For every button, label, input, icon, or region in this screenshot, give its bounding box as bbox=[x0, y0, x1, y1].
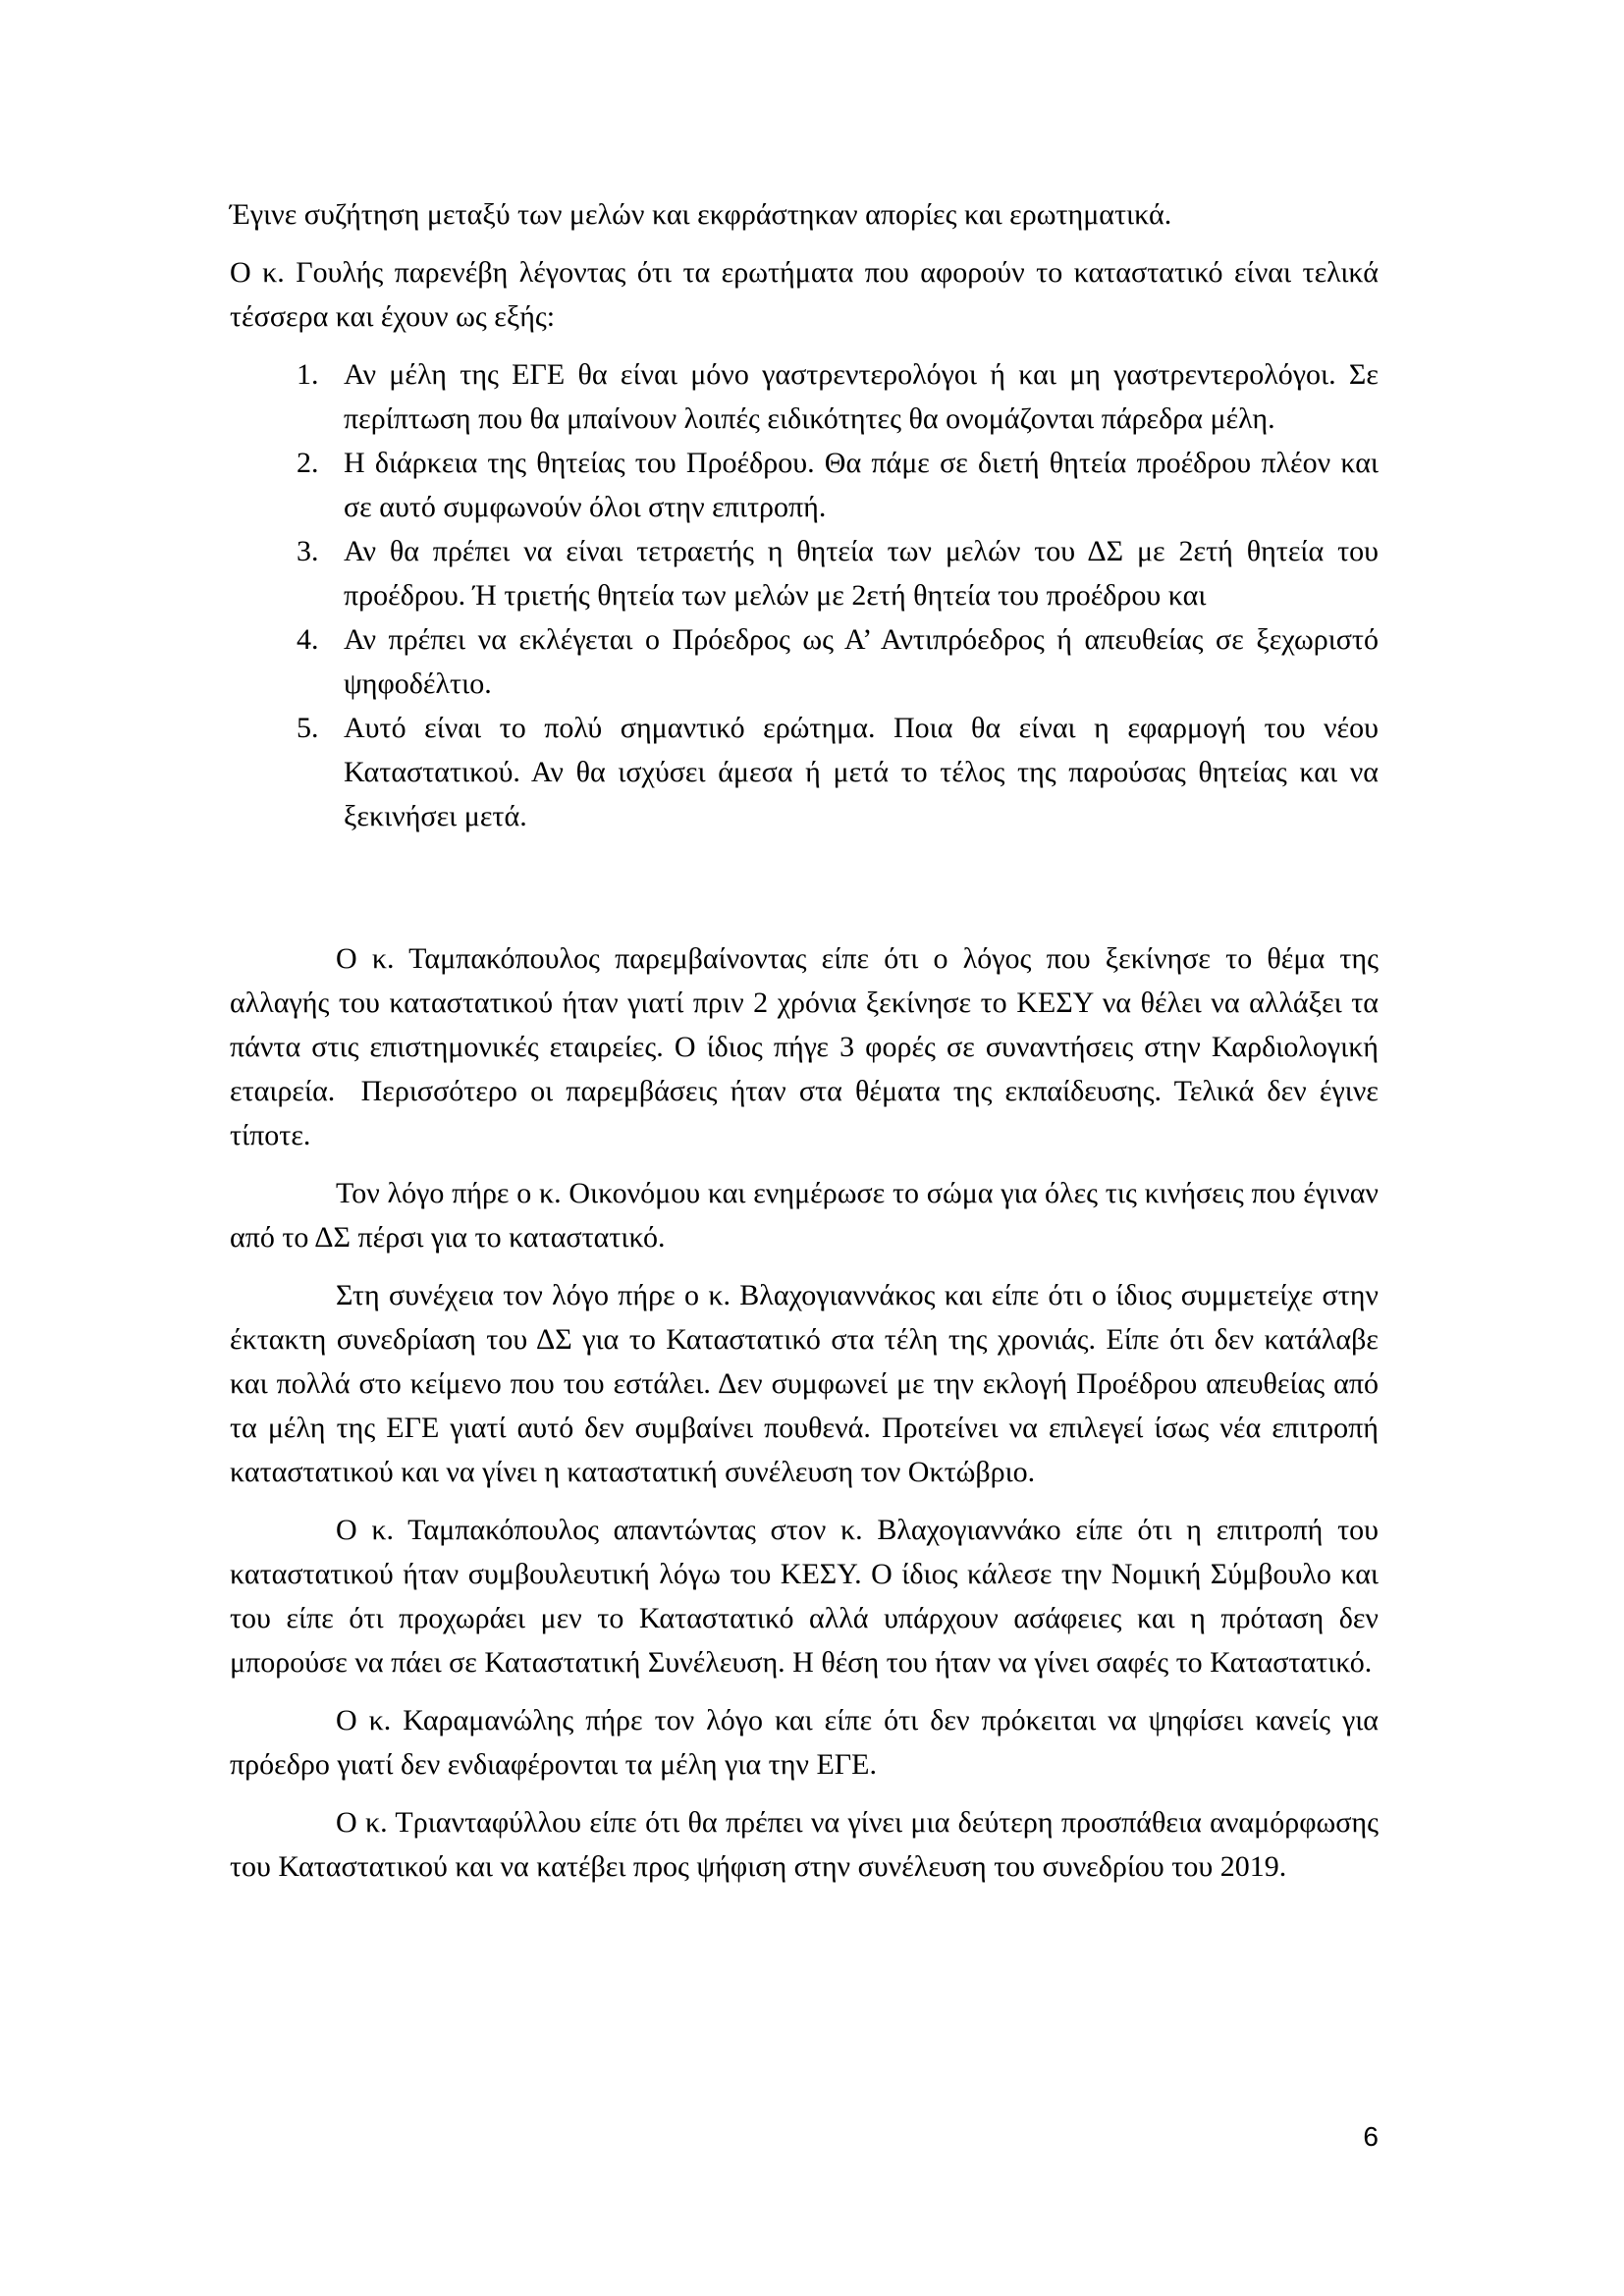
list-item bbox=[297, 441, 1379, 529]
list-item-number: 3. bbox=[297, 535, 319, 567]
list-item bbox=[297, 706, 1379, 838]
body-paragraph: Στη συνέχεια τον λόγο πήρε ο κ. Βλαχογιαννάκος και είπε ότι ο ίδιος συμμετείχε στην έκτακτη συνεδρίαση του ΔΣ για το Καταστατικό στα τέλη της χρονιάς. Είπε ότι δεν κατάλαβε και πολλά στο κείμενο που του εστάλει. Δεν συμφωνεί με την εκλογή Προέδρου απευθείας από τα μέλη της ΕΓΕ γιατί αυτό δεν συμβαίνει πουθενά. Προτείνει να επιλεγεί ίσως νέα επιτροπή καταστατικού και να γίνει η καταστατική συνέλευση τον Οκτώβριο. bbox=[230, 1279, 1379, 1488]
page-number: 6 bbox=[1363, 2121, 1379, 2152]
list-item-number: 1. bbox=[297, 358, 319, 391]
body-paragraph: Ο κ. Ταμπακόπουλος παρεμβαίνοντας είπε ότι ο λόγος που ξεκίνησε το θέμα της αλλαγής του καταστατικού ήταν γιατί πριν 2 χρόνια ξεκίνησε το ΚΕΣΥ να θέλει να αλλάξει τα πάντα στις επιστημονικές εταιρείες. Ο ίδιος πήγε 3 φορές σε συναντήσεις στην Καρδιολογική εταιρεία. Περισσότερο οι παρεμβάσεις ήταν στα θέματα της εκπαίδευσης. Τελικά δεν έγινε τίποτε. bbox=[230, 942, 1379, 1151]
numbered-list bbox=[230, 352, 1379, 838]
body-paragraph: Ο κ. Καραμανώλης πήρε τον λόγο και είπε ότι δεν πρόκειται να ψηφίσει κανείς για πρόεδρο γιατί δεν ενδιαφέρονται τα μέλη για την ΕΓΕ. bbox=[230, 1704, 1379, 1781]
list-item-text: Αν θα πρέπει να είναι τετραετής η θητεία των μελών του ΔΣ με 2ετή θητεία του προέδρου. Ή τριετής θητεία των μελών με 2ετή θητεία του προέδρου και bbox=[344, 535, 1379, 612]
body-paragraph: Ο κ. Τριανταφύλλου είπε ότι θα πρέπει να γίνει μια δεύτερη προσπάθεια αναμόρφωσης του Καταστατικού και να κατέβει προς ψήφιση στην συνέλευση του συνεδρίου του 2019. bbox=[230, 1806, 1379, 1883]
intro-paragraph: Ο κ. Γουλής παρενέβη λέγοντας ότι τα ερωτήματα που αφορούν το καταστατικό είναι τελικά τέσσερα και έχουν ως εξής: bbox=[230, 256, 1379, 333]
body-paragraph: Τον λόγο πήρε ο κ. Οικονόμου και ενημέρωσε το σώμα για όλες τις κινήσεις που έγιναν από το ΔΣ πέρσι για το καταστατικό. bbox=[230, 1177, 1379, 1254]
list-item-number: 5. bbox=[297, 712, 319, 744]
list-item-text: Αν μέλη της ΕΓΕ θα είναι μόνο γαστρεντερολόγοι ή και μη γαστρεντερολόγοι. Σε περίπτωση που θα μπαίνουν λοιπές ειδικότητες θα ονομάζονται πάρεδρα μέλη. bbox=[344, 358, 1379, 435]
body-paragraph: Ο κ. Ταμπακόπουλος απαντώντας στον κ. Βλαχογιαννάκο είπε ότι η επιτροπή του καταστατικού ήταν συμβουλευτική λόγω του ΚΕΣΥ. Ο ίδιος κάλεσε την Νομική Σύμβουλο και του είπε ότι προχωράει μεν το Καταστατικό αλλά υπάρχουν ασάφειες και η πρόταση δεν μπορούσε να πάει σε Καταστατική Συνέλευση. Η θέση του ήταν να γίνει σαφές το Καταστατικό. bbox=[230, 1514, 1379, 1679]
intro-paragraph: Έγινε συζήτηση μεταξύ των μελών και εκφράστηκαν απορίες και ερωτηματικά. bbox=[230, 198, 1172, 231]
list-item-number: 4. bbox=[297, 623, 319, 656]
list-item-number: 2. bbox=[297, 447, 319, 479]
list-item-text: Αν πρέπει να εκλέγεται ο Πρόεδρος ως Α’ Αντιπρόεδρος ή απευθείας σε ξεχωριστό ψηφοδέλτιο. bbox=[344, 623, 1379, 700]
list-item bbox=[297, 529, 1379, 617]
list-item-text: Η διάρκεια της θητείας του Προέδρου. Θα πάμε σε διετή θητεία προέδρου πλέον και σε αυτό συμφωνούν όλοι στην επιτροπή. bbox=[344, 447, 1379, 523]
list-item bbox=[297, 617, 1379, 706]
page-content bbox=[230, 192, 1379, 1902]
list-item-text: Αυτό είναι το πολύ σημαντικό ερώτημα. Ποια θα είναι η εφαρμογή του νέου Καταστατικού. Αν θα ισχύσει άμεσα ή μετά το τέλος της παρούσας θητείας και να ξεκινήσει μετά. bbox=[344, 712, 1379, 832]
list-item bbox=[297, 352, 1379, 441]
